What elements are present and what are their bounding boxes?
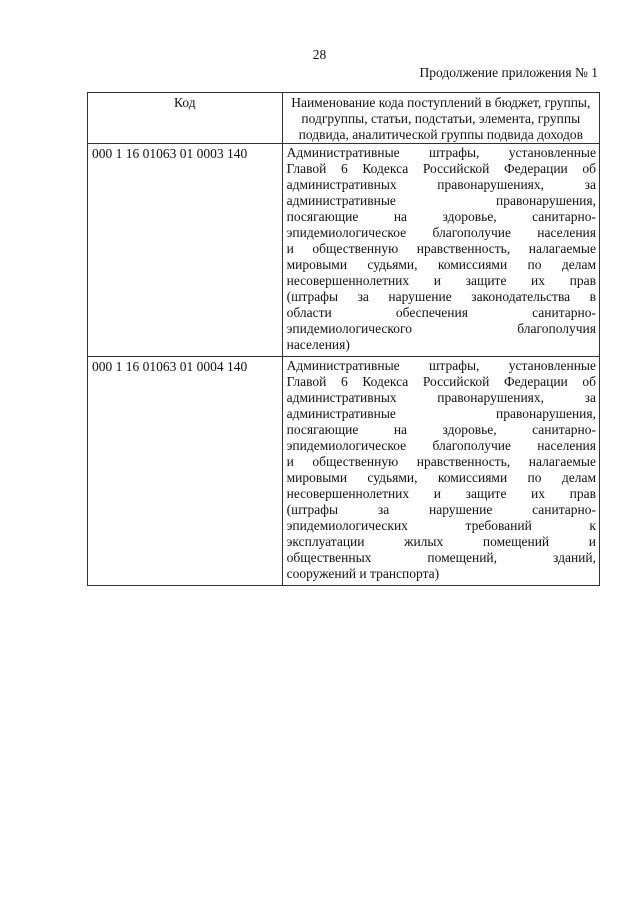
- revenue-name-line: и общественную нравственность, налагаемые: [286, 454, 596, 469]
- page-number: 28: [312, 47, 327, 62]
- header-code: Код: [88, 93, 283, 144]
- revenue-name-line: Административные штрафы, установленные: [286, 358, 596, 373]
- revenue-name-line: эпидемиологическое благополучие населения: [286, 225, 596, 240]
- revenue-name-line: несовершеннолетних и защите их прав: [286, 273, 596, 288]
- revenue-name-line: эпидемиологических требований к: [286, 518, 596, 533]
- revenue-name-line: Главой 6 Кодекса Российской Федерации об: [286, 161, 596, 176]
- table-header-row: [88, 93, 600, 144]
- revenue-name-line: несовершеннолетних и защите их прав: [286, 486, 596, 501]
- revenue-name-line: административные правонарушения,: [286, 406, 596, 421]
- header-name: Наименование кода поступлений в бюджет, группы, подгруппы, статьи, подстатьи, элемента, группы подвида, аналитической группы подвида доходов: [282, 93, 599, 144]
- revenue-name-line: эпидемиологическое благополучие населения: [286, 438, 596, 453]
- revenue-name-line: эксплуатации жилых помещений и: [286, 534, 596, 549]
- revenue-name-line: посягающие на здоровье, санитарно-: [286, 209, 596, 224]
- revenue-name-line: (штрафы за нарушение санитарно-: [286, 502, 596, 517]
- revenue-name-line: общественных помещений, зданий,: [286, 550, 596, 565]
- revenue-name-line: области обеспечения санитарно-: [286, 305, 596, 320]
- table-row: [88, 144, 600, 357]
- revenue-name-line: (штрафы за нарушение законодательства в: [286, 289, 596, 304]
- revenue-name-line: административные правонарушения,: [286, 193, 596, 208]
- revenue-name-line: населения): [286, 337, 350, 352]
- revenue-codes-table: [87, 92, 600, 586]
- revenue-code-cell: 000 1 16 01063 01 0003 140: [88, 144, 283, 357]
- revenue-name-line: посягающие на здоровье, санитарно-: [286, 422, 596, 437]
- revenue-name-line: и общественную нравственность, налагаемые: [286, 241, 596, 256]
- revenue-name-line: административных правонарушениях, за: [286, 177, 596, 192]
- revenue-name-line: административных правонарушениях, за: [286, 390, 596, 405]
- revenue-name-line: мировыми судьями, комиссиями по делам: [286, 257, 596, 272]
- table-body: [88, 144, 600, 586]
- revenue-name-cell: [282, 357, 599, 586]
- revenue-name-line: эпидемиологического благополучия: [286, 321, 596, 336]
- revenue-name-line: Административные штрафы, установленные: [286, 145, 596, 160]
- revenue-name-cell: [282, 144, 599, 357]
- revenue-name-line: мировыми судьями, комиссиями по делам: [286, 470, 596, 485]
- revenue-name-line: Главой 6 Кодекса Российской Федерации об: [286, 374, 596, 389]
- revenue-name-line: сооружений и транспорта): [286, 566, 440, 581]
- revenue-code-cell: 000 1 16 01063 01 0004 140: [88, 357, 283, 586]
- table-row: [88, 357, 600, 586]
- appendix-continuation-note: Продолжение приложения № 1: [419, 65, 598, 80]
